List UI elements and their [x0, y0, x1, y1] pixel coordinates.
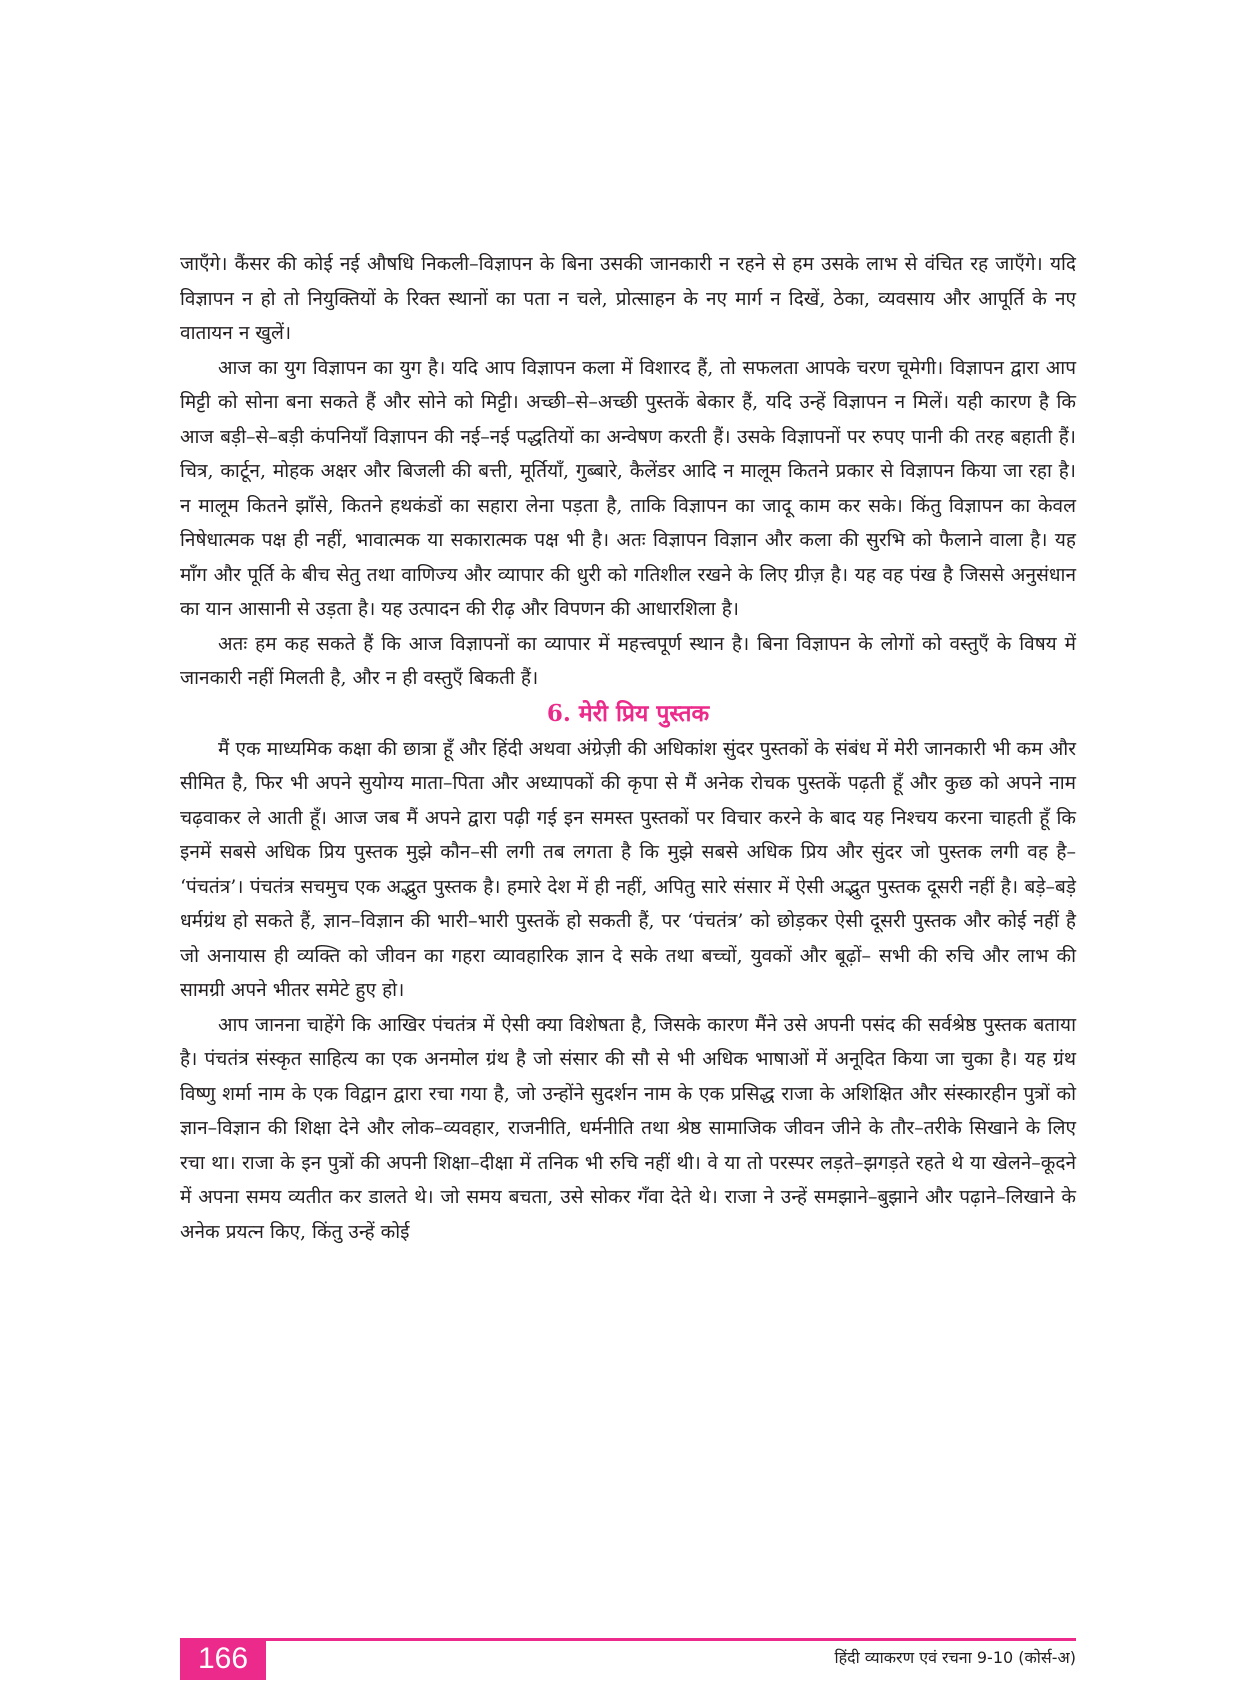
book-title: हिंदी व्याकरण एवं रचना 9-10 (कोर्स-अ) [834, 1648, 1076, 1667]
paragraph-2: आज का युग विज्ञापन का युग है। यदि आप विज्ञापन कला में विशारद हैं, तो सफलता आपके चरण चूमेगी। विज्ञापन द्वारा आप मिट्टी को सोना बना सकते हैं और सोने को मिट्टी। अच्छी–से–अच्छी पुस्तकें बेकार हैं, यदि उन्हें विज्ञापन न मिलें। यही कारण है कि आज बड़ी–से–बड़ी कंपनियाँ विज्ञापन की नई–नई पद्धतियों का अन्वेषण करती हैं। उसके विज्ञापनों पर रुपए पानी की तरह बहाती हैं। चित्र, कार्टून, मोहक अक्षर और बिजली की बत्ती, मूर्तियाँ, गुब्बारे, कैलेंडर आदि न मालूम कितने प्रकार से विज्ञापन किया जा रहा है। न मालूम कितने झाँसे, कितने हथकंडों का सहारा लेना पड़ता है, ताकि विज्ञापन का जादू काम कर सके। किंतु विज्ञापन का केवल निषेधात्मक पक्ष ही नहीं, भावात्मक या सकारात्मक पक्ष भी है। अतः विज्ञापन विज्ञान और कला की सुरभि को फैलाने वाला है। यह माँग और पूर्ति के बीच सेतु तथा वाणिज्य और व्यापार की धुरी को गतिशील रखने के लिए ग्रीज़ है। यह वह पंख है जिससे अनुसंधान का यान आसानी से उड़ता है। यह उत्पादन की रीढ़ और विपणन की आधारशिला है। [180, 356, 1076, 620]
page-body [180, 247, 1076, 1249]
paragraph-3: अतः हम कह सकते हैं कि आज विज्ञापनों का व्यापार में महत्त्वपूर्ण स्थान है। बिना विज्ञापन के लोगों को वस्तुएँ के विषय में जानकारी नहीं मिलती है, और न ही वस्तुएँ बिकती हैं। [180, 632, 1076, 689]
footer-rule [180, 1638, 1076, 1641]
page-footer [180, 1638, 1076, 1682]
section-heading: 6. मेरी प्रिय पुस्तक [546, 699, 710, 727]
paragraph-4: मैं एक माध्यमिक कक्षा की छात्रा हूँ और हिंदी अथवा अंग्रेज़ी की अधिकांश सुंदर पुस्तकों के संबंध में मेरी जानकारी भी कम और सीमित है, फिर भी अपने सुयोग्य माता–पिता और अध्यापकों की कृपा से मैं अनेक रोचक पुस्तकें पढ़ती हूँ और कुछ को अपने नाम चढ़वाकर ले आती हूँ। आज जब मैं अपने द्वारा पढ़ी गई इन समस्त पुस्तकों पर विचार करने के बाद यह निश्चय करना चाहती हूँ कि इनमें सबसे अधिक प्रिय पुस्तक मुझे कौन–सी लगी तब लगता है कि मुझे सबसे अधिक प्रिय और सुंदर जो पुस्तक लगी वह है– ‘पंचतंत्र’। पंचतंत्र सचमुच एक अद्भुत पुस्तक है। हमारे देश में ही नहीं, अपितु सारे संसार में ऐसी अद्भुत पुस्तक दूसरी नहीं है। बड़े–बड़े धर्मग्रंथ हो सकते हैं, ज्ञान–विज्ञान की भारी–भारी पुस्तकें हो सकती हैं, पर ‘पंचतंत्र’ को छोड़कर ऐसी दूसरी पुस्तक और कोई नहीं है जो अनायास ही व्यक्ति को जीवन का गहरा व्यावहारिक ज्ञान दे सके तथा बच्चों, युवकों और बूढ़ों– सभी की रुचि और लाभ की सामग्री अपने भीतर समेटे हुए हो। [180, 737, 1076, 1001]
paragraph-5: आप जानना चाहेंगे कि आखिर पंचतंत्र में ऐसी क्या विशेषता है, जिसके कारण मैंने उसे अपनी पसंद की सर्वश्रेष्ठ पुस्तक बताया है। पंचतंत्र संस्कृत साहित्य का एक अनमोल ग्रंथ है जो संसार की सौ से भी अधिक भाषाओं में अनूदित किया जा चुका है। यह ग्रंथ विष्णु शर्मा नाम के एक विद्वान द्वारा रचा गया है, जो उन्होंने सुदर्शन नाम के एक प्रसिद्ध राजा के अशिक्षित और संस्कारहीन पुत्रों को ज्ञान–विज्ञान की शिक्षा देने और लोक–व्यवहार, राजनीति, धर्मनीति तथा श्रेष्ठ सामाजिक जीवन जीने के तौर–तरीके सिखाने के लिए रचा था। राजा के इन पुत्रों की अपनी शिक्षा–दीक्षा में तनिक भी रुचि नहीं थी। वे या तो परस्पर लड़ते–झगड़ते रहते थे या खेलने–कूदने में अपना समय व्यतीत कर डालते थे। जो समय बचता, उसे सोकर गँवा देते थे। राजा ने उन्हें समझाने–बुझाने और पढ़ाने–लिखाने के अनेक प्रयत्न किए, किंतु उन्हें कोई [180, 1013, 1076, 1243]
page-number: 166 [180, 1638, 266, 1680]
paragraph-1: जाएँगे। कैंसर की कोई नई औषधि निकली–विज्ञापन के बिना उसकी जानकारी न रहने से हम उसके लाभ से वंचित रह जाएँगे। यदि विज्ञापन न हो तो नियुक्तियों के रिक्त स्थानों का पता न चले, प्रोत्साहन के नए मार्ग न दिखें, ठेका, व्यवसाय और आपूर्ति के नए वातायन न खुलें। [180, 253, 1076, 344]
